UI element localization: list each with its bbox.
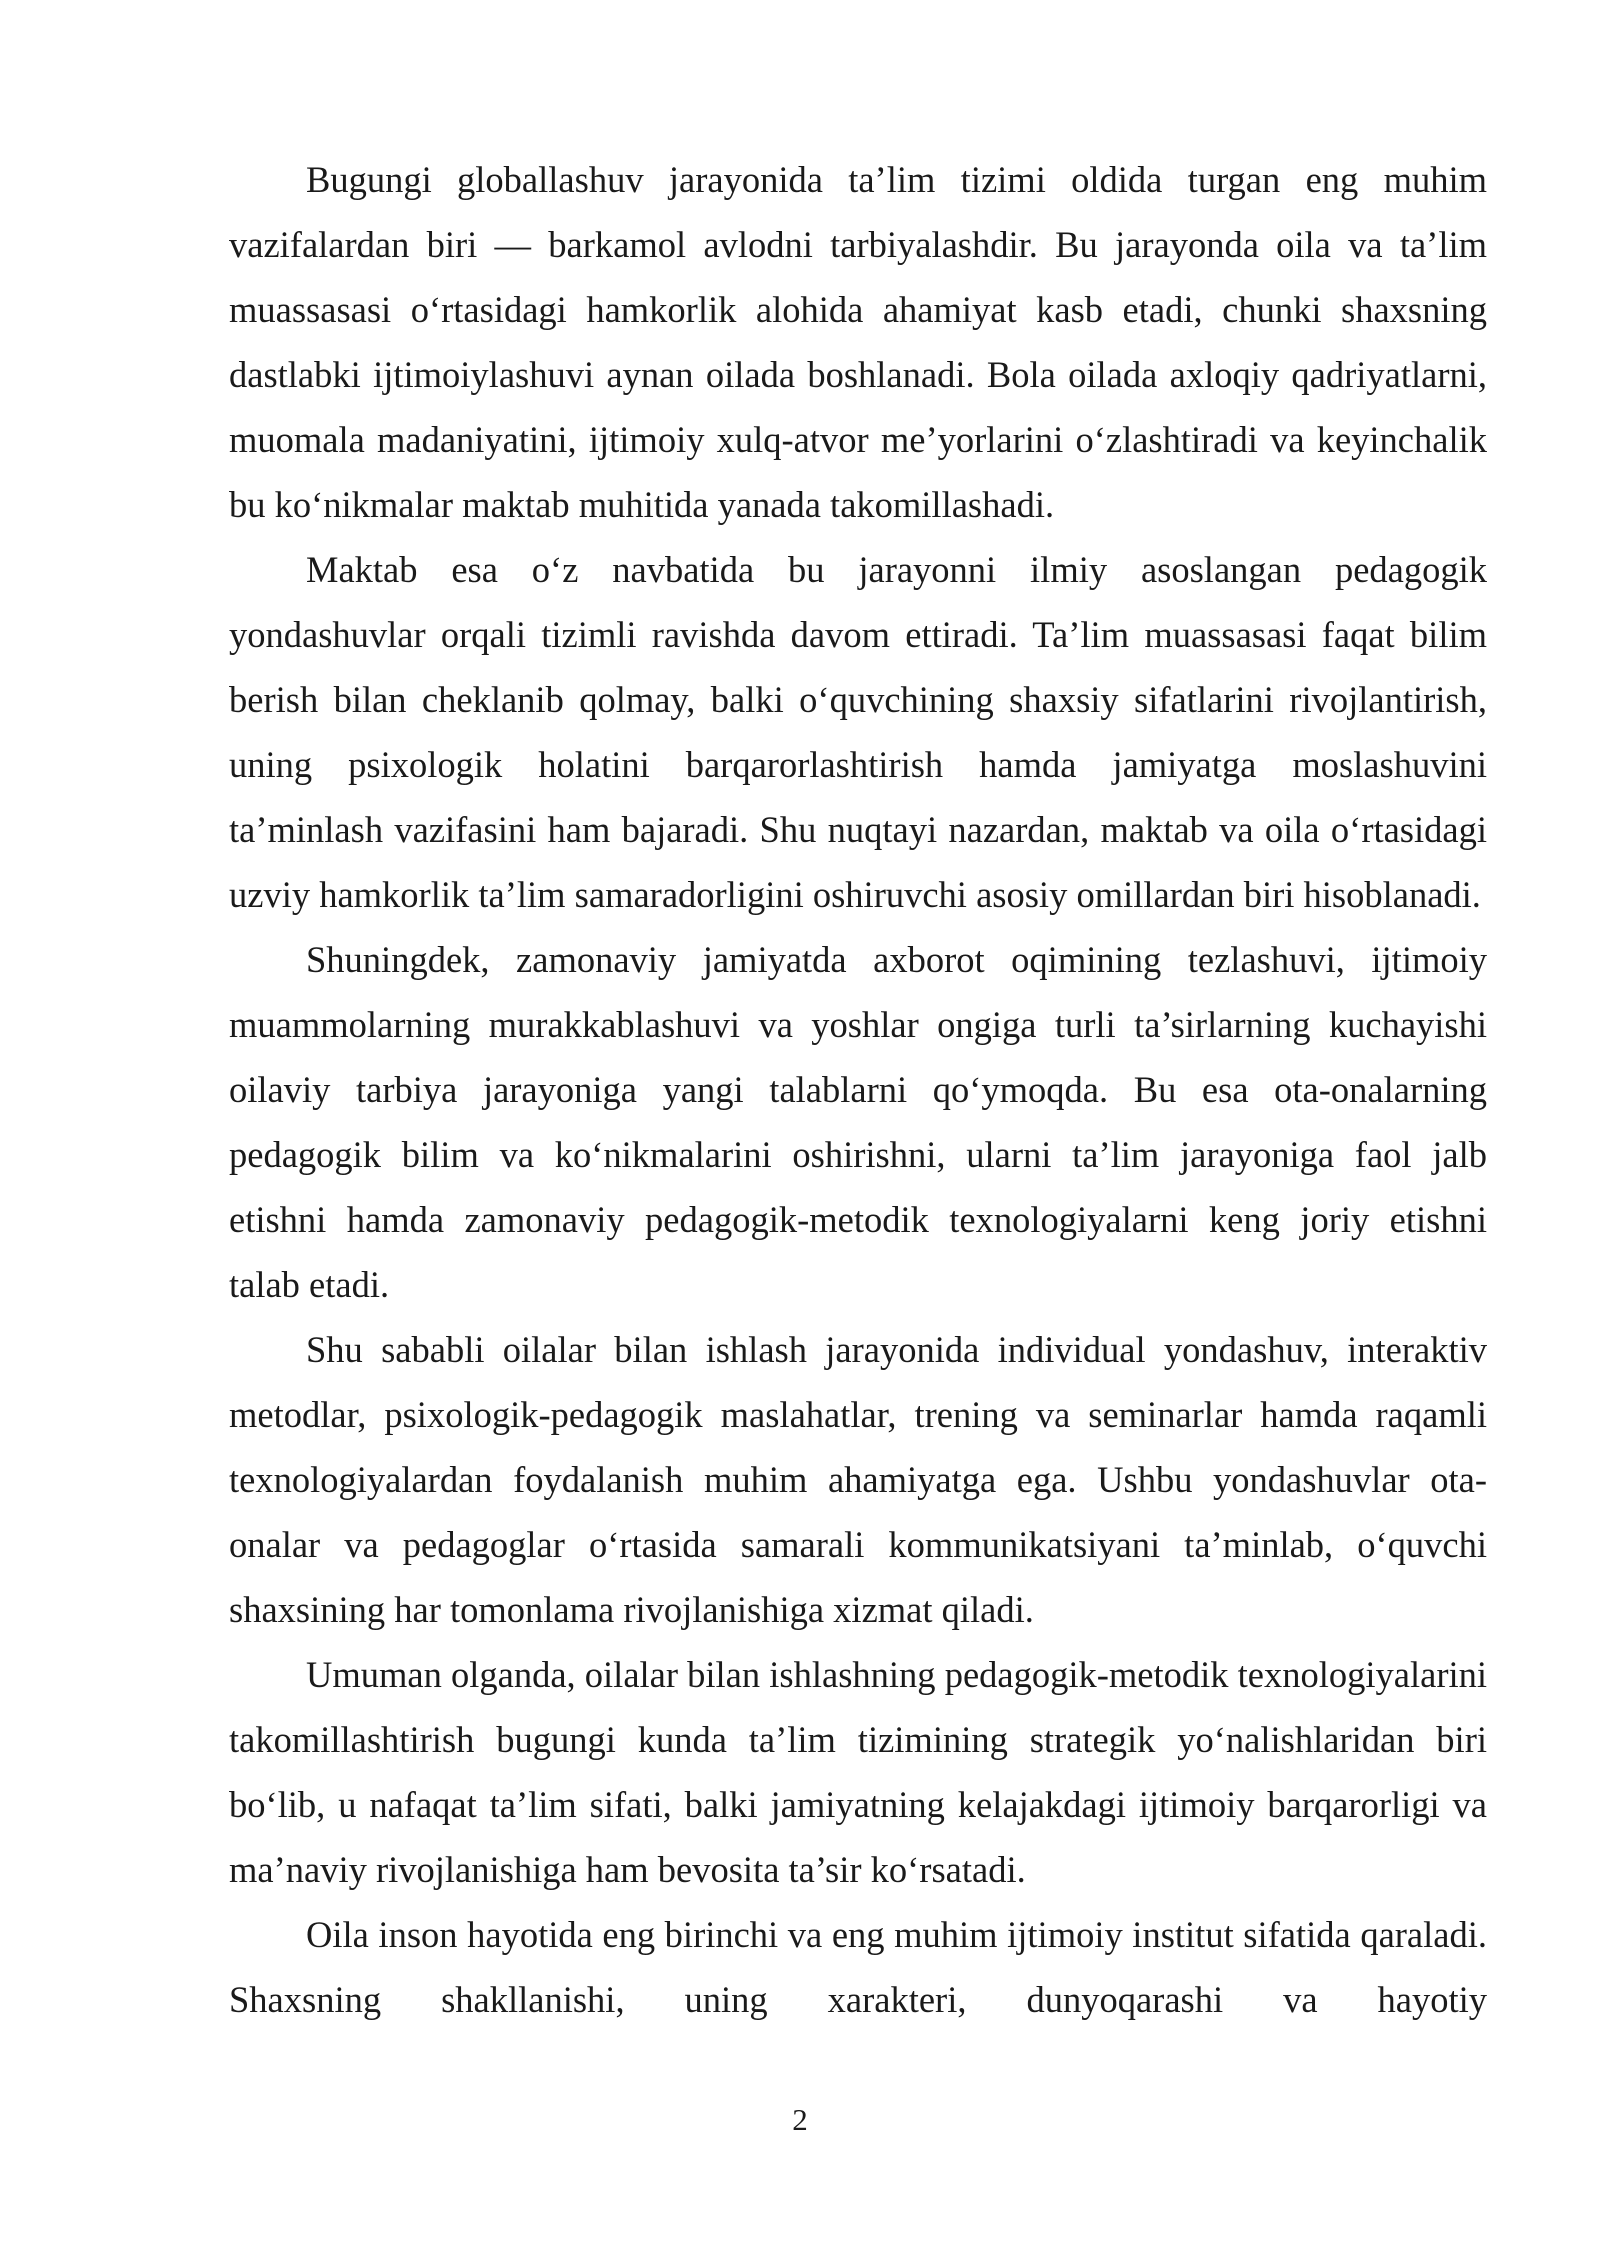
paragraph-1: Bugungi globallashuv jarayonida ta’lim tizimi oldida turgan eng muhim vazifalardan biri — barkamol avlodni tarbiyalashdir. Bu jarayonda oila va ta’lim muassasasi o‘rtasidagi hamkorlik alohida ahamiyat kasb etadi, chunki shaxsning dastlabki ijtimoiylashuvi aynan oilada boshlanadi. Bola oilada axloqiy qadriyatlarni, muomala madaniyatini, ijtimoiy xulq-atvor me’yorlarini o‘zlashtiradi va keyinchalik bu ko‘nikmalar maktab muhitida yanada takomillashadi. <box>229 159 1487 525</box>
document-body <box>229 147 1487 2032</box>
paragraph-6: Oila inson hayotida eng birinchi va eng muhim ijtimoiy institut sifatida qaraladi. Shaxsning shakllanishi, uning xarakteri, dunyoqarashi va hayotiy <box>229 1914 1487 2020</box>
paragraph-2: Maktab esa o‘z navbatida bu jarayonni ilmiy asoslangan pedagogik yondashuvlar orqali tizimli ravishda davom ettiradi. Ta’lim muassasasi faqat bilim berish bilan cheklanib qolmay, balki o‘quvchining shaxsiy sifatlarini rivojlantirish, uning psixologik holatini barqarorlashtirish hamda jamiyatga moslashuvini ta’minlash vazifasini ham bajaradi. Shu nuqtayi nazardan, maktab va oila o‘rtasidagi uzviy hamkorlik ta’lim samaradorligini oshiruvchi asosiy omillardan biri hisoblanadi. <box>229 549 1487 915</box>
page-number: 2 <box>792 2102 808 2137</box>
paragraph-3: Shuningdek, zamonaviy jamiyatda axborot oqimining tezlashuvi, ijtimoiy muammolarning murakkablashuvi va yoshlar ongiga turli ta’sirlarning kuchayishi oilaviy tarbiya jarayoniga yangi talablarni qo‘ymoqda. Bu esa ota-onalarning pedagogik bilim va ko‘nikmalarini oshirishni, ularni ta’lim jarayoniga faol jalb etishni hamda zamonaviy pedagogik-metodik texnologiyalarni keng joriy etishni talab etadi. <box>229 939 1487 1305</box>
paragraph-4: Shu sababli oilalar bilan ishlash jarayonida individual yondashuv, interaktiv metodlar, psixologik-pedagogik maslahatlar, trening va seminarlar hamda raqamli texnologiyalardan foydalanish muhim ahamiyatga ega. Ushbu yondashuvlar ota-onalar va pedagoglar o‘rtasida samarali kommunikatsiyani ta’minlab, o‘quvchi shaxsining har tomonlama rivojlanishiga xizmat qiladi. <box>229 1329 1487 1630</box>
paragraph-5: Umuman olganda, oilalar bilan ishlashning pedagogik-metodik texnologiyalarini takomillashtirish bugungi kunda ta’lim tizimining strategik yo‘nalishlaridan biri bo‘lib, u nafaqat ta’lim sifati, balki jamiyatning kelajakdagi ijtimoiy barqarorligi va ma’naviy rivojlanishiga ham bevosita ta’sir ko‘rsatadi. <box>229 1654 1487 1890</box>
